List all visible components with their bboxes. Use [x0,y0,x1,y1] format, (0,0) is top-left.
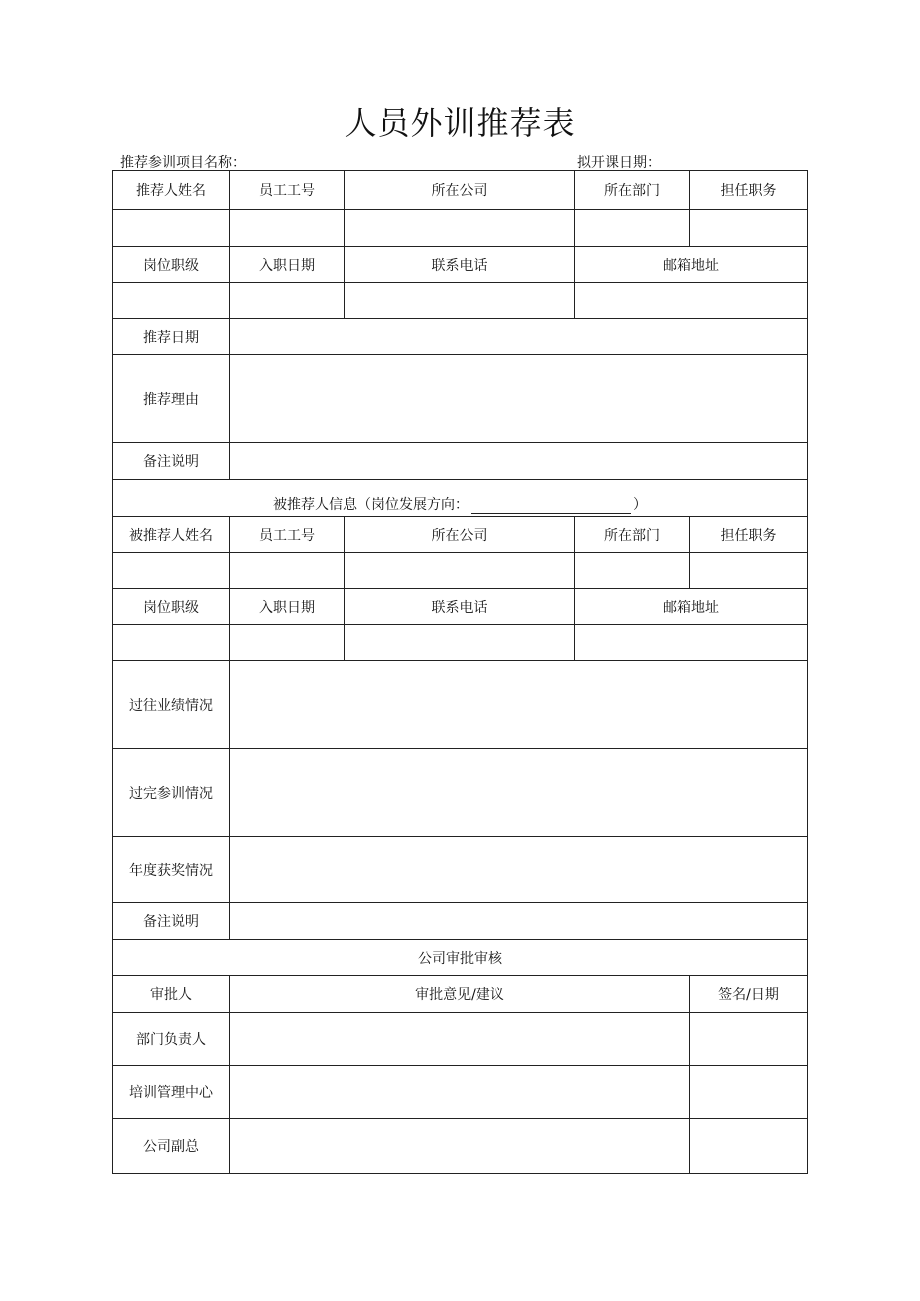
training-history-label: 过完参训情况 [113,749,230,837]
awards-label: 年度获奖情况 [113,837,230,903]
header-hire-date: 入职日期 [230,247,345,283]
header-recommender-name: 推荐人姓名 [113,171,230,210]
header-nominee-id: 员工工号 [230,517,345,553]
header-company: 所在公司 [345,171,575,210]
recommender-id-field[interactable] [230,210,345,247]
recommender-company-field[interactable] [345,210,575,247]
recommend-reason-field[interactable] [230,355,808,443]
recommender-phone-field[interactable] [345,283,575,319]
header-nominee-position: 担任职务 [690,517,808,553]
recommender-level-field[interactable] [113,283,230,319]
nominee-section-close: ） [633,497,647,513]
header-position: 担任职务 [690,171,808,210]
nominee-phone-field[interactable] [345,625,575,661]
recommender-hire-date-field[interactable] [230,283,345,319]
training-center-signature-field[interactable] [690,1066,808,1119]
header-employee-id: 员工工号 [230,171,345,210]
nominee-section-header [113,480,808,517]
header-department: 所在部门 [575,171,690,210]
header-approver: 审批人 [113,976,230,1013]
recommend-date-label: 推荐日期 [113,319,230,355]
nominee-company-field[interactable] [345,553,575,589]
header-job-level: 岗位职级 [113,247,230,283]
dept-head-opinion-field[interactable] [230,1013,690,1066]
nominee-level-field[interactable] [113,625,230,661]
header-email: 邮箱地址 [575,247,808,283]
approver-training-center: 培训管理中心 [113,1066,230,1119]
awards-field[interactable] [230,837,808,903]
header-nominee-email: 邮箱地址 [575,589,808,625]
approval-section-title: 公司审批审核 [113,940,808,976]
header-nominee-company: 所在公司 [345,517,575,553]
header-nominee-name: 被推荐人姓名 [113,517,230,553]
training-history-field[interactable] [230,749,808,837]
nominee-id-field[interactable] [230,553,345,589]
performance-label: 过往业绩情况 [113,661,230,749]
recommender-name-field[interactable] [113,210,230,247]
nominee-department-field[interactable] [575,553,690,589]
recommender-remark-field[interactable] [230,443,808,480]
recommend-reason-label: 推荐理由 [113,355,230,443]
nominee-name-field[interactable] [113,553,230,589]
recommend-date-field[interactable] [230,319,808,355]
header-nominee-phone: 联系电话 [345,589,575,625]
training-center-opinion-field[interactable] [230,1066,690,1119]
header-signature-date: 签名/日期 [690,976,808,1013]
nominee-section-title: 被推荐人信息（岗位发展方向： [273,497,469,513]
recommender-remark-label: 备注说明 [113,443,230,480]
nominee-email-field[interactable] [575,625,808,661]
nominee-position-field[interactable] [690,553,808,589]
performance-field[interactable] [230,661,808,749]
header-phone: 联系电话 [345,247,575,283]
nominee-remark-field[interactable] [230,903,808,940]
nominee-remark-label: 备注说明 [113,903,230,940]
header-nominee-level: 岗位职级 [113,589,230,625]
header-nominee-department: 所在部门 [575,517,690,553]
nominee-hire-date-field[interactable] [230,625,345,661]
dept-head-signature-field[interactable] [690,1013,808,1066]
header-approval-opinion: 审批意见/建议 [230,976,690,1013]
recommender-department-field[interactable] [575,210,690,247]
approver-dept-head: 部门负责人 [113,1013,230,1066]
vice-president-opinion-field[interactable] [230,1119,690,1174]
header-nominee-hire-date: 入职日期 [230,589,345,625]
approver-vice-president: 公司副总 [113,1119,230,1174]
recommendation-form [112,170,808,1174]
career-direction-blank[interactable] [471,499,631,514]
recommender-email-field[interactable] [575,283,808,319]
recommender-position-field[interactable] [690,210,808,247]
vice-president-signature-field[interactable] [690,1119,808,1174]
course-date-label: 拟开课日期： [577,155,661,171]
project-name-label: 推荐参训项目名称： [120,155,246,171]
form-title: 人员外训推荐表 [344,104,576,142]
